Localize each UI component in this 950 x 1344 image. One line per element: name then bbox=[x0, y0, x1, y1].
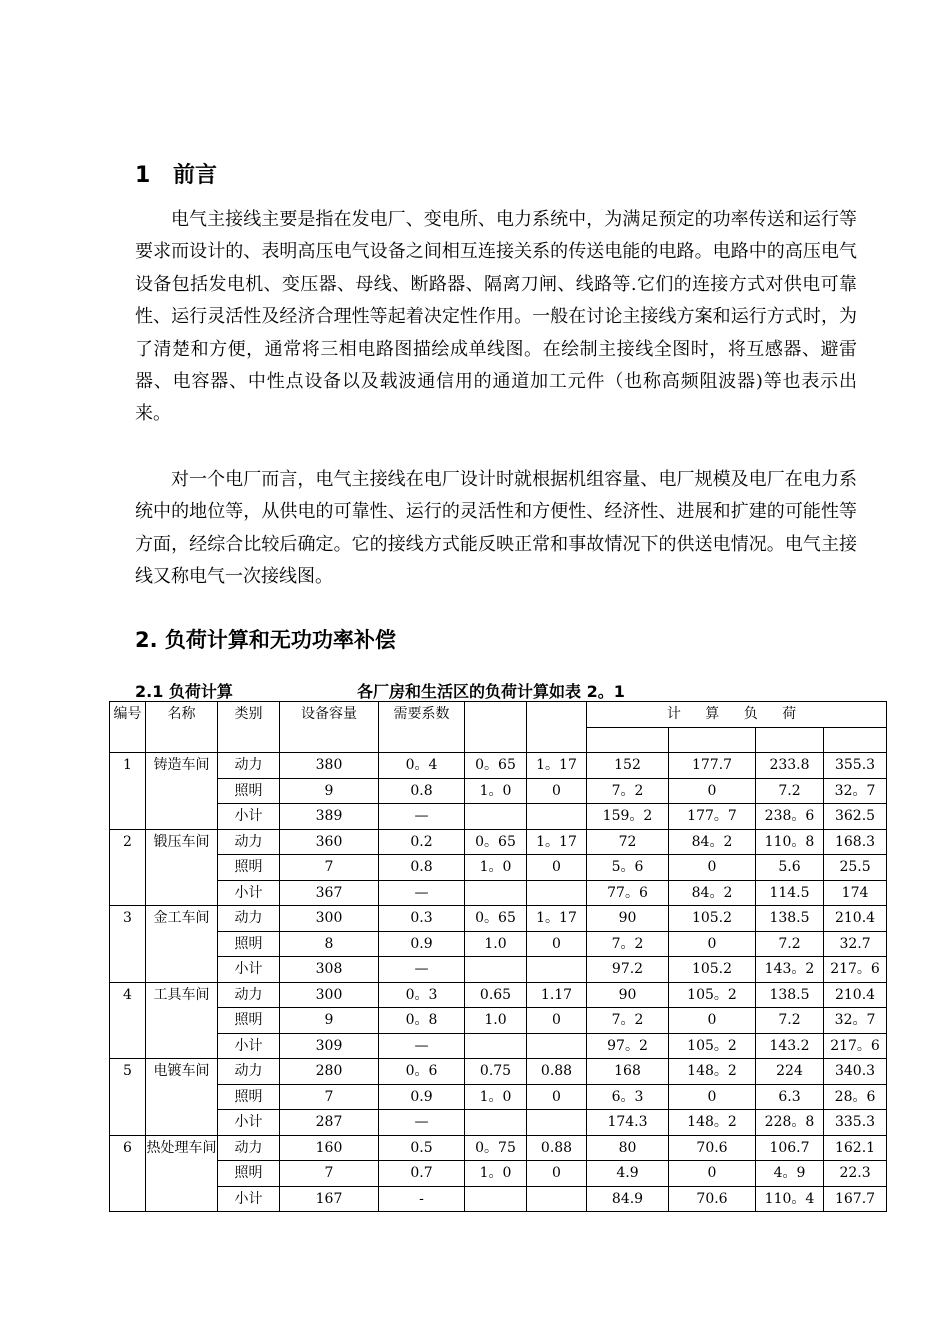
cell-category: 小计 bbox=[218, 1033, 280, 1059]
cell-cos bbox=[465, 1110, 527, 1136]
cell-p30: 72 bbox=[587, 829, 669, 855]
cell-name: 工具车间 bbox=[146, 982, 218, 1059]
cell-tan: 1。17 bbox=[527, 906, 587, 932]
cell-capacity: 300 bbox=[280, 906, 379, 932]
cell-s30: 114.5 bbox=[756, 880, 824, 906]
cell-p30: 90 bbox=[587, 982, 669, 1008]
cell-tan: 0.88 bbox=[527, 1135, 587, 1161]
cell-q30: 105。2 bbox=[669, 1033, 756, 1059]
cell-tan bbox=[527, 804, 587, 830]
cell-s30: 110。4 bbox=[756, 1186, 824, 1212]
header-blank bbox=[465, 702, 527, 753]
header-sub-blank bbox=[669, 727, 756, 753]
cell-capacity: 389 bbox=[280, 804, 379, 830]
cell-q30: 0 bbox=[669, 855, 756, 881]
header-calc-load: 计 算 负 荷 bbox=[587, 702, 887, 728]
table-row bbox=[110, 1161, 887, 1187]
cell-i30: 32。7 bbox=[824, 1008, 887, 1034]
cell-p30: 4.9 bbox=[587, 1161, 669, 1187]
cell-capacity: 8 bbox=[280, 931, 379, 957]
cell-category: 小计 bbox=[218, 1110, 280, 1136]
cell-category: 动力 bbox=[218, 829, 280, 855]
cell-s30: 228。8 bbox=[756, 1110, 824, 1136]
cell-category: 动力 bbox=[218, 1059, 280, 1085]
cell-id: 5 bbox=[110, 1059, 146, 1136]
cell-demand: 0。4 bbox=[379, 753, 465, 779]
cell-cos: 1。0 bbox=[465, 1084, 527, 1110]
cell-p30: 174.3 bbox=[587, 1110, 669, 1136]
table-row bbox=[110, 1084, 887, 1110]
cell-demand: 0.7 bbox=[379, 1161, 465, 1187]
cell-capacity: 160 bbox=[280, 1135, 379, 1161]
cell-i30: 28。6 bbox=[824, 1084, 887, 1110]
cell-q30: 105.2 bbox=[669, 957, 756, 983]
table-row bbox=[110, 1186, 887, 1212]
cell-p30: 97.2 bbox=[587, 957, 669, 983]
cell-i30: 217。6 bbox=[824, 1033, 887, 1059]
cell-q30: 0 bbox=[669, 1084, 756, 1110]
cell-i30: 355.3 bbox=[824, 753, 887, 779]
cell-s30: 110。8 bbox=[756, 829, 824, 855]
cell-cos bbox=[465, 880, 527, 906]
header-sub-blank bbox=[587, 727, 669, 753]
cell-cos bbox=[465, 957, 527, 983]
cell-capacity: 367 bbox=[280, 880, 379, 906]
cell-q30: 84。2 bbox=[669, 829, 756, 855]
intro-paragraph-2: 对一个电厂而言，电气主接线在电厂设计时就根据机组容量、电厂规模及电厂在电力系统中的地位等，从供电的可靠性、运行的灵活性和方便性、经济性、进展和扩建的可能性等方面，经综合比较后确定。它的接线方式能反映正常和事故情况下的供送电情况。电气主接线又称电气一次接线图。 bbox=[135, 469, 857, 588]
cell-tan: 0 bbox=[527, 931, 587, 957]
section-1-number: 1 bbox=[135, 163, 151, 188]
table-row bbox=[110, 855, 887, 881]
cell-p30: 90 bbox=[587, 906, 669, 932]
cell-capacity: 9 bbox=[280, 1008, 379, 1034]
cell-tan bbox=[527, 957, 587, 983]
load-calculation-table bbox=[109, 701, 887, 1212]
cell-category: 照明 bbox=[218, 778, 280, 804]
table-caption: 各厂房和生活区的负荷计算如表 2。1 bbox=[357, 682, 625, 701]
cell-capacity: 309 bbox=[280, 1033, 379, 1059]
table-row bbox=[110, 778, 887, 804]
cell-tan: 0 bbox=[527, 1008, 587, 1034]
cell-i30: 168.3 bbox=[824, 829, 887, 855]
cell-tan bbox=[527, 880, 587, 906]
cell-cos: 1。0 bbox=[465, 855, 527, 881]
cell-id: 4 bbox=[110, 982, 146, 1059]
cell-tan: 1。17 bbox=[527, 753, 587, 779]
cell-tan: 0.88 bbox=[527, 1059, 587, 1085]
cell-s30: 138.5 bbox=[756, 906, 824, 932]
cell-capacity: 287 bbox=[280, 1110, 379, 1136]
cell-s30: 238。6 bbox=[756, 804, 824, 830]
cell-i30: 174 bbox=[824, 880, 887, 906]
table-header-row bbox=[110, 702, 887, 728]
cell-p30: 7。2 bbox=[587, 931, 669, 957]
cell-capacity: 9 bbox=[280, 778, 379, 804]
cell-p30: 77。6 bbox=[587, 880, 669, 906]
cell-i30: 217。6 bbox=[824, 957, 887, 983]
header-sub-blank bbox=[824, 727, 887, 753]
cell-tan: 0 bbox=[527, 855, 587, 881]
cell-q30: 84。2 bbox=[669, 880, 756, 906]
cell-tan bbox=[527, 1033, 587, 1059]
cell-demand: — bbox=[379, 1033, 465, 1059]
table-row bbox=[110, 753, 887, 779]
cell-demand: 0。6 bbox=[379, 1059, 465, 1085]
cell-demand: 0.9 bbox=[379, 1084, 465, 1110]
cell-i30: 162.1 bbox=[824, 1135, 887, 1161]
cell-demand: 0.9 bbox=[379, 931, 465, 957]
cell-p30: 5。6 bbox=[587, 855, 669, 881]
cell-cos: 0.75 bbox=[465, 1059, 527, 1085]
cell-cos bbox=[465, 804, 527, 830]
cell-demand: — bbox=[379, 1110, 465, 1136]
cell-demand: 0.8 bbox=[379, 778, 465, 804]
cell-name: 电镀车间 bbox=[146, 1059, 218, 1136]
cell-p30: 97。2 bbox=[587, 1033, 669, 1059]
cell-category: 小计 bbox=[218, 957, 280, 983]
cell-capacity: 308 bbox=[280, 957, 379, 983]
cell-tan: 1.17 bbox=[527, 982, 587, 1008]
cell-id: 2 bbox=[110, 829, 146, 906]
cell-i30: 335.3 bbox=[824, 1110, 887, 1136]
cell-q30: 148。2 bbox=[669, 1059, 756, 1085]
cell-i30: 167.7 bbox=[824, 1186, 887, 1212]
cell-s30: 143。2 bbox=[756, 957, 824, 983]
cell-q30: 105.2 bbox=[669, 906, 756, 932]
cell-p30: 7。2 bbox=[587, 778, 669, 804]
cell-cos: 0。75 bbox=[465, 1135, 527, 1161]
header-demand: 需要系数 bbox=[379, 702, 465, 753]
cell-capacity: 380 bbox=[280, 753, 379, 779]
cell-category: 动力 bbox=[218, 906, 280, 932]
cell-category: 照明 bbox=[218, 931, 280, 957]
cell-capacity: 360 bbox=[280, 829, 379, 855]
cell-capacity: 7 bbox=[280, 855, 379, 881]
cell-s30: 106.7 bbox=[756, 1135, 824, 1161]
cell-i30: 210.4 bbox=[824, 906, 887, 932]
cell-cos: 0。65 bbox=[465, 829, 527, 855]
cell-cos: 0。65 bbox=[465, 906, 527, 932]
cell-cos: 1。0 bbox=[465, 1161, 527, 1187]
cell-tan: 0 bbox=[527, 1084, 587, 1110]
cell-p30: 80 bbox=[587, 1135, 669, 1161]
cell-q30: 0 bbox=[669, 1161, 756, 1187]
table-row bbox=[110, 1059, 887, 1085]
cell-i30: 340.3 bbox=[824, 1059, 887, 1085]
table-row bbox=[110, 804, 887, 830]
cell-s30: 143.2 bbox=[756, 1033, 824, 1059]
cell-demand: 0.8 bbox=[379, 855, 465, 881]
cell-i30: 210.4 bbox=[824, 982, 887, 1008]
cell-demand: — bbox=[379, 957, 465, 983]
cell-demand: 0。8 bbox=[379, 1008, 465, 1034]
cell-cos: 1.0 bbox=[465, 931, 527, 957]
cell-id: 3 bbox=[110, 906, 146, 983]
cell-capacity: 167 bbox=[280, 1186, 379, 1212]
cell-p30: 159。2 bbox=[587, 804, 669, 830]
cell-q30: 0 bbox=[669, 1008, 756, 1034]
cell-tan: 0 bbox=[527, 1161, 587, 1187]
cell-id: 6 bbox=[110, 1135, 146, 1212]
cell-demand: — bbox=[379, 804, 465, 830]
subsection-2-1-heading: 2.1 负荷计算 bbox=[135, 682, 233, 701]
cell-name: 金工车间 bbox=[146, 906, 218, 983]
cell-capacity: 300 bbox=[280, 982, 379, 1008]
cell-s30: 138.5 bbox=[756, 982, 824, 1008]
cell-demand: 0.2 bbox=[379, 829, 465, 855]
cell-cos: 1。0 bbox=[465, 778, 527, 804]
table-row bbox=[110, 1008, 887, 1034]
section-1-title: 前言 bbox=[173, 163, 218, 188]
cell-category: 动力 bbox=[218, 1135, 280, 1161]
cell-demand: — bbox=[379, 880, 465, 906]
cell-cos: 0.65 bbox=[465, 982, 527, 1008]
intro-paragraph-1: 电气主接线主要是指在发电厂、变电所、电力系统中，为满足预定的功率传送和运行等要求而设计的、表明高压电气设备之间相互连接关系的传送电能的电路。电路中的高压电气设备包括发电机、变压器、母线、断路器、隔离刀闸、线路等.它们的连接方式对供电可靠性、运行灵活性及经济合理性等起着决定性作用。一般在讨论主接线方案和运行方式时，为了清楚和方便，通常将三相电路图描绘成单线图。在绘制主接线全图时，将互感器、避雷器、电容器、中性点设备以及载波通信用的通道加工元件（也称高频阻波器)等也表示出来。 bbox=[135, 209, 857, 425]
cell-q30: 0 bbox=[669, 778, 756, 804]
cell-i30: 25.5 bbox=[824, 855, 887, 881]
table-row bbox=[110, 957, 887, 983]
cell-i30: 362.5 bbox=[824, 804, 887, 830]
cell-p30: 152 bbox=[587, 753, 669, 779]
cell-category: 小计 bbox=[218, 880, 280, 906]
cell-name: 铸造车间 bbox=[146, 753, 218, 830]
cell-name: 锻压车间 bbox=[146, 829, 218, 906]
table-row bbox=[110, 880, 887, 906]
cell-tan: 1。17 bbox=[527, 829, 587, 855]
cell-q30: 70.6 bbox=[669, 1135, 756, 1161]
cell-q30: 70.6 bbox=[669, 1186, 756, 1212]
cell-category: 照明 bbox=[218, 1008, 280, 1034]
cell-demand: 0.5 bbox=[379, 1135, 465, 1161]
cell-demand: 0.3 bbox=[379, 906, 465, 932]
table-row bbox=[110, 931, 887, 957]
table-row bbox=[110, 1135, 887, 1161]
cell-q30: 177。7 bbox=[669, 804, 756, 830]
cell-name: 热处理车间 bbox=[146, 1135, 218, 1212]
cell-p30: 6。3 bbox=[587, 1084, 669, 1110]
cell-i30: 22.3 bbox=[824, 1161, 887, 1187]
table-row bbox=[110, 829, 887, 855]
header-capacity: 设备容量 bbox=[280, 702, 379, 753]
cell-s30: 6.3 bbox=[756, 1084, 824, 1110]
header-sub-blank bbox=[756, 727, 824, 753]
cell-category: 照明 bbox=[218, 1161, 280, 1187]
cell-cos: 1.0 bbox=[465, 1008, 527, 1034]
cell-s30: 7.2 bbox=[756, 1008, 824, 1034]
cell-p30: 168 bbox=[587, 1059, 669, 1085]
cell-tan bbox=[527, 1110, 587, 1136]
cell-s30: 7.2 bbox=[756, 931, 824, 957]
cell-category: 照明 bbox=[218, 855, 280, 881]
cell-q30: 148。2 bbox=[669, 1110, 756, 1136]
cell-q30: 177.7 bbox=[669, 753, 756, 779]
cell-s30: 233.8 bbox=[756, 753, 824, 779]
cell-capacity: 7 bbox=[280, 1161, 379, 1187]
cell-capacity: 280 bbox=[280, 1059, 379, 1085]
header-name: 名称 bbox=[146, 702, 218, 753]
cell-q30: 0 bbox=[669, 931, 756, 957]
cell-p30: 7。2 bbox=[587, 1008, 669, 1034]
cell-cos: 0。65 bbox=[465, 753, 527, 779]
cell-tan: 0 bbox=[527, 778, 587, 804]
cell-p30: 84.9 bbox=[587, 1186, 669, 1212]
cell-cos bbox=[465, 1186, 527, 1212]
cell-category: 照明 bbox=[218, 1084, 280, 1110]
table-row bbox=[110, 1110, 887, 1136]
header-blank bbox=[527, 702, 587, 753]
cell-s30: 224 bbox=[756, 1059, 824, 1085]
table-row bbox=[110, 906, 887, 932]
table-row bbox=[110, 1033, 887, 1059]
section-2-heading: 2. 负荷计算和无功功率补偿 bbox=[135, 628, 396, 652]
cell-s30: 5.6 bbox=[756, 855, 824, 881]
header-category: 类别 bbox=[218, 702, 280, 753]
cell-demand: 0。3 bbox=[379, 982, 465, 1008]
cell-capacity: 7 bbox=[280, 1084, 379, 1110]
cell-demand: - bbox=[379, 1186, 465, 1212]
cell-cos bbox=[465, 1033, 527, 1059]
cell-category: 动力 bbox=[218, 753, 280, 779]
cell-i30: 32。7 bbox=[824, 778, 887, 804]
cell-category: 小计 bbox=[218, 1186, 280, 1212]
cell-category: 动力 bbox=[218, 982, 280, 1008]
cell-s30: 4。9 bbox=[756, 1161, 824, 1187]
cell-s30: 7.2 bbox=[756, 778, 824, 804]
cell-id: 1 bbox=[110, 753, 146, 830]
cell-q30: 105。2 bbox=[669, 982, 756, 1008]
header-id: 编号 bbox=[110, 702, 146, 753]
cell-tan bbox=[527, 1186, 587, 1212]
section-1-heading bbox=[135, 158, 217, 189]
table-row bbox=[110, 982, 887, 1008]
cell-i30: 32.7 bbox=[824, 931, 887, 957]
cell-category: 小计 bbox=[218, 804, 280, 830]
